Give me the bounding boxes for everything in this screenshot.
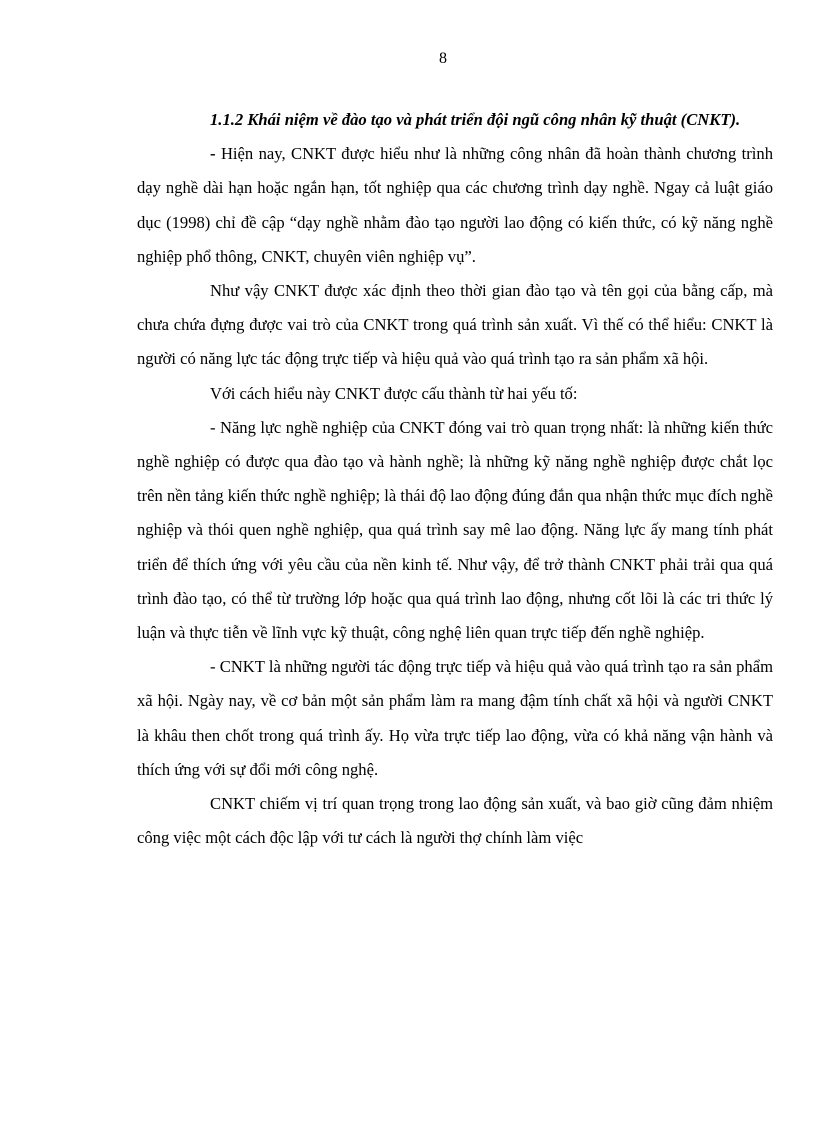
paragraph-dash: - — [210, 144, 216, 164]
paragraph-3: Với cách hiểu này CNKT được cấu thành từ hai yếu tố: — [210, 383, 578, 403]
paragraph-1-text: Hiện nay, CNKT được hiểu như là những công nhân đã hoàn thành chương trình dạy nghề dài hạn hoặc ngắn hạn, tốt nghiệp qua các chương trình dạy nghề. Ngay cả luật giáo dục (1998) chỉ đề cập “dạy nghề nhằm đào tạo người lao động có kiến thức, có kỹ năng nghề nghiệp phổ thông, CNKT, chuyên viên nghiệp vụ”. — [137, 144, 774, 266]
paragraph-1 — [137, 137, 773, 274]
paragraph-6: CNKT chiếm vị trí quan trọng trong lao động sản xuất, và bao giờ cũng đảm nhiệm công việc một cách độc lập với tư cách là người thợ chính làm việc — [137, 794, 773, 848]
paragraph-2: Như vậy CNKT được xác định theo thời gian đào tạo và tên gọi của bằng cấp, mà chưa chứa đựng được vai trò của CNKT trong quá trình sản xuất. Vì thế có thể hiểu: CNKT là người có năng lực tác động trực tiếp và hiệu quả vào quá trình tạo ra sản phẩm xã hội. — [137, 281, 773, 369]
page-content — [137, 103, 773, 855]
paragraph-4: - Năng lực nghề nghiệp của CNKT đóng vai trò quan trọng nhất: là những kiến thức nghề nghiệp có được qua đào tạo và hành nghề; là những kỹ năng nghề nghiệp được chắt lọc trên nền tảng kiến thức nghề nghiệp; là thái độ lao động đúng đắn qua nhận thức mục đích nghề nghiệp và thói quen nghề nghiệp, qua quá trình say mê lao động. Năng lực ấy mang tính phát triển để thích ứng với yêu cầu của nền kinh tế. Như vậy, để trở thành CNKT phải trải qua quá trình đào tạo, có thể từ trường lớp hoặc qua quá trình lao động, nhưng cốt lõi là các tri thức lý luận và thực tiễn về lĩnh vực kỹ thuật, công nghệ liên quan trực tiếp đến nghề nghiệp. — [137, 417, 773, 643]
paragraph-5: - CNKT là những người tác động trực tiếp và hiệu quả vào quá trình tạo ra sản phẩm xã hội. Ngày nay, về cơ bản một sản phẩm làm ra mang đậm tính chất xã hội và người CNKT là khâu then chốt trong quá trình ấy. Họ vừa trực tiếp lao động, vừa có khả năng vận hành và thích ứng với sự đổi mới công nghệ. — [137, 657, 773, 779]
section-heading: 1.1.2 Khái niệm về đào tạo và phát triển đội ngũ công nhân kỹ thuật (CNKT). — [210, 110, 741, 129]
page-number: 8 — [439, 50, 447, 67]
